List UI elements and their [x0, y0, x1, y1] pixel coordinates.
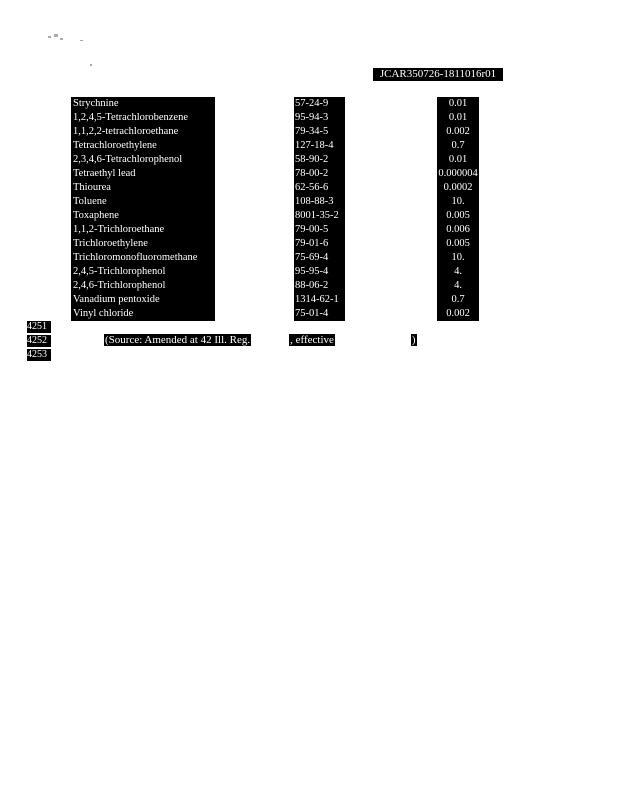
cas-number: 79-34-5 [294, 125, 345, 139]
limit-value: 0.7 [437, 139, 479, 153]
source-note-effective: , effective [290, 334, 334, 346]
substance-name: 1,1,2,2-tetrachloroethane [71, 125, 215, 139]
limit-value: 0.002 [437, 307, 479, 321]
cas-number: 57-24-9 [294, 97, 345, 111]
line-number: 4253 [27, 349, 51, 361]
limit-value: 0.006 [437, 223, 479, 237]
scan-specks [44, 32, 94, 72]
cas-number: 79-00-5 [294, 223, 345, 237]
cas-number: 8001-35-2 [294, 209, 345, 223]
source-note-close: ) [411, 334, 416, 346]
limit-value: 4. [437, 279, 479, 293]
limit-value: 10. [437, 195, 479, 209]
substance-name: 2,4,6-Trichlorophenol [71, 279, 215, 293]
cas-number: 58-90-2 [294, 153, 345, 167]
substance-name: 1,1,2-Trichloroethane [71, 223, 215, 237]
substance-name: Trichloromonofluoromethane [71, 251, 215, 265]
cas-number: 108-88-3 [294, 195, 345, 209]
limit-value: 0.005 [437, 237, 479, 251]
substance-name: Strychnine [71, 97, 215, 111]
cas-number: 78-00-2 [294, 167, 345, 181]
limit-value: 10. [437, 251, 479, 265]
limit-value: 0.0002 [437, 181, 479, 195]
source-note-text: (Source: Amended at 42 Ill. Reg. [105, 334, 251, 346]
cas-number: 62-56-6 [294, 181, 345, 195]
substance-name: Thiourea [71, 181, 215, 195]
line-number: 4251 [27, 321, 51, 333]
limit-value: 0.7 [437, 293, 479, 307]
document-id: JCAR350726-1811016r01 [373, 68, 503, 81]
cas-number: 75-01-4 [294, 307, 345, 321]
cas-number: 1314-62-1 [294, 293, 345, 307]
cas-number: 75-69-4 [294, 251, 345, 265]
limit-value: 0.002 [437, 125, 479, 139]
limit-value: 0.005 [437, 209, 479, 223]
substance-name: Tetraethyl lead [71, 167, 215, 181]
substance-name: 1,2,4,5-Tetrachlorobenzene [71, 111, 215, 125]
substance-name: 2,3,4,6-Tetrachlorophenol [71, 153, 215, 167]
substance-name: Vanadium pentoxide [71, 293, 215, 307]
limit-value: 0.01 [437, 153, 479, 167]
line-number: 4252 [27, 335, 51, 347]
cas-number: 95-95-4 [294, 265, 345, 279]
cas-number: 127-18-4 [294, 139, 345, 153]
substance-name: Tetrachloroethylene [71, 139, 215, 153]
source-note [104, 334, 417, 347]
substance-name: Toxaphene [71, 209, 215, 223]
substance-name: 2,4,5-Trichlorophenol [71, 265, 215, 279]
substance-name: Vinyl chloride [71, 307, 215, 321]
cas-number: 79-01-6 [294, 237, 345, 251]
substance-name: Toluene [71, 195, 215, 209]
cas-number: 88-06-2 [294, 279, 345, 293]
limit-value: 0.01 [437, 97, 479, 111]
limit-value: 0.01 [437, 111, 479, 125]
cas-number: 95-94-3 [294, 111, 345, 125]
limit-value: 4. [437, 265, 479, 279]
limit-value: 0.000004 [438, 168, 478, 179]
substance-name: Trichloroethylene [71, 237, 215, 251]
